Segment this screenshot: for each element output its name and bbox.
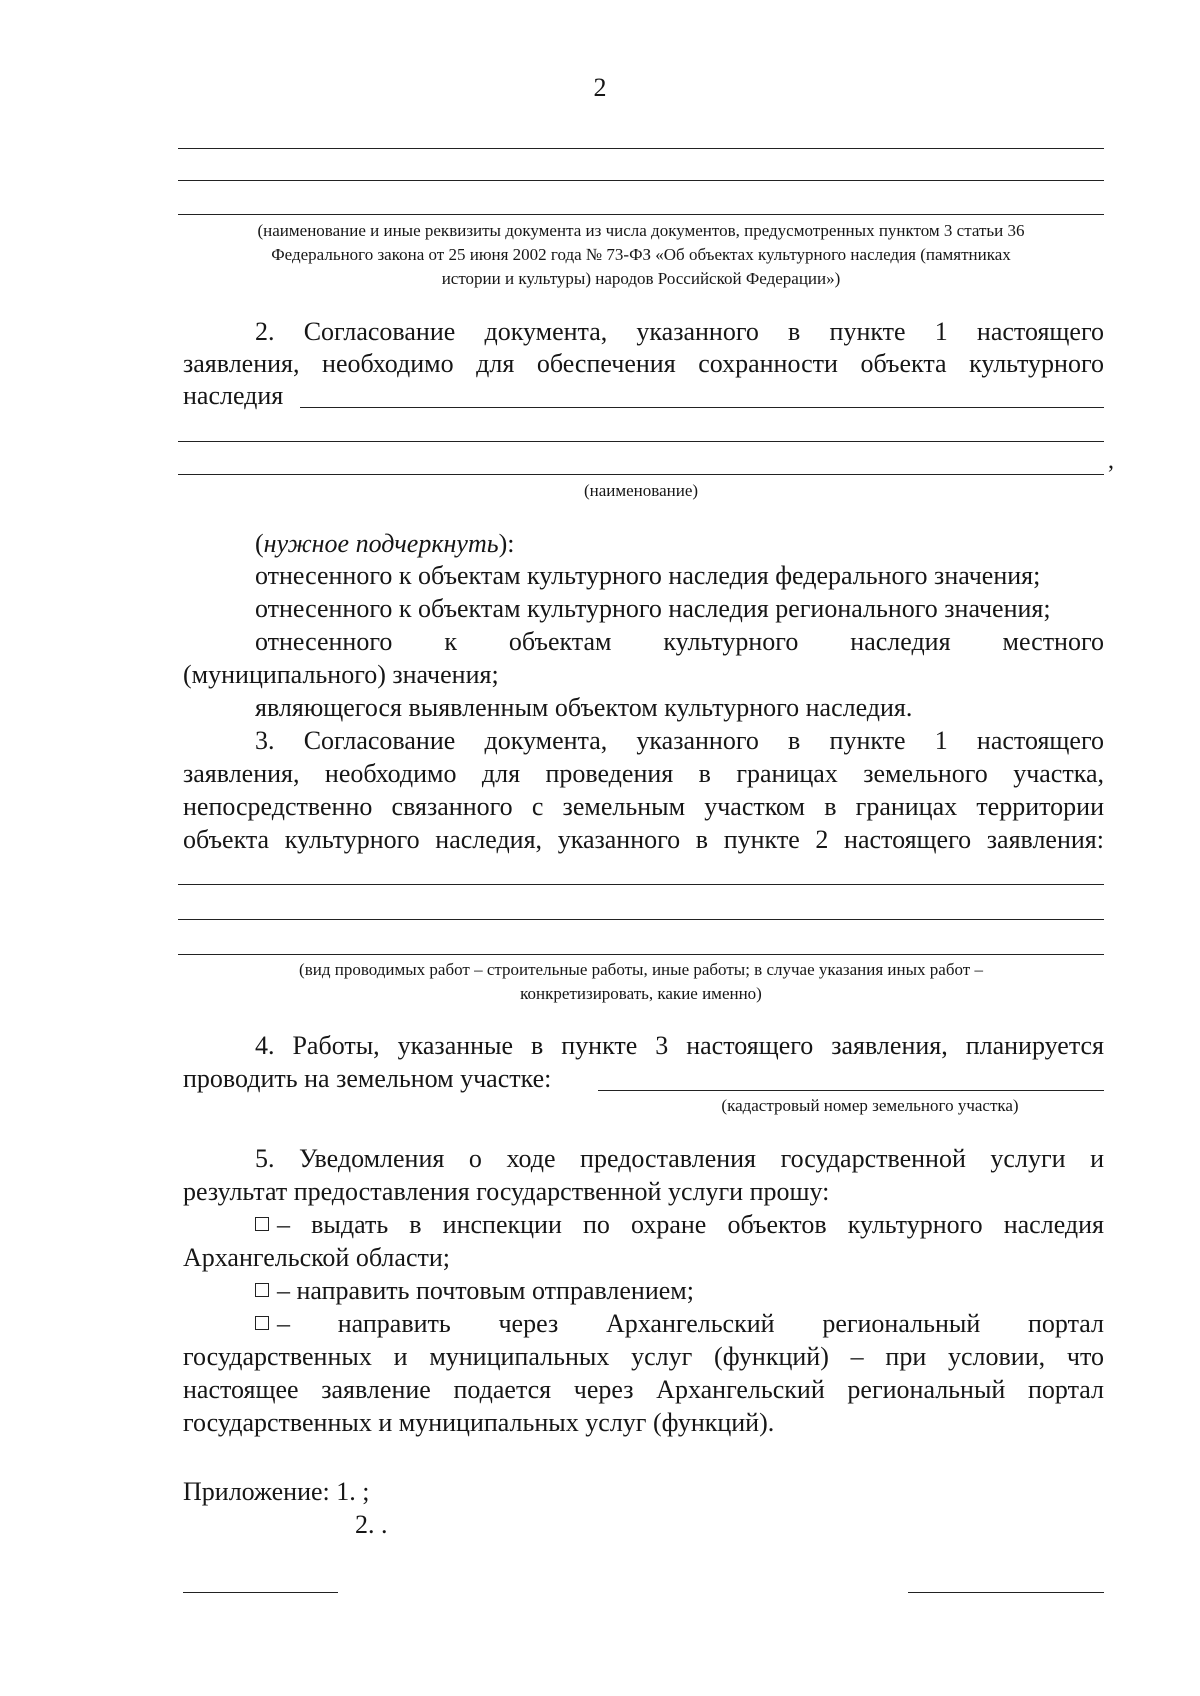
option-local-line-1[interactable]: отнесенного к объектам культурного наследия местного bbox=[255, 627, 1104, 656]
doc-caption-line-2: Федерального закона от 25 июня 2002 года № 73-ФЗ «Об объектах культурного наследия (памятниках bbox=[271, 245, 1011, 264]
checkbox-inspection[interactable] bbox=[255, 1217, 269, 1231]
works-line-3[interactable] bbox=[178, 954, 1104, 955]
attachments-item-2: 2. . bbox=[355, 1510, 388, 1539]
item3-caption-line-2: конкретизировать, какие именно) bbox=[520, 984, 762, 1003]
doc-name-line-2[interactable] bbox=[178, 180, 1104, 181]
option-portal-line-3: настоящее заявление подается через Архангельский региональный портал bbox=[183, 1375, 1104, 1404]
works-line-1[interactable] bbox=[178, 884, 1104, 885]
doc-caption-line-3: истории и культуры) народов Российской Федерации») bbox=[441, 269, 841, 288]
doc-caption-line-1: (наименование и иные реквизиты документа из числа документов, предусмотренных пунктом 3 статьи 36 bbox=[257, 221, 1025, 240]
option-mail-label: – направить почтовым отправлением; bbox=[277, 1276, 694, 1305]
option-regional[interactable]: отнесенного к объектам культурного наследия регионального значения; bbox=[255, 594, 1051, 623]
item2-line-1: 2. Согласование документа, указанного в пункте 1 настоящего bbox=[255, 317, 1104, 346]
option-portal-label: – направить через Архангельский региональный портал bbox=[277, 1309, 1104, 1338]
item4-line-1: 4. Работы, указанные в пункте 3 настоящего заявления, планируется bbox=[255, 1031, 1104, 1060]
heritage-name-line-2[interactable] bbox=[178, 441, 1104, 442]
item3-line-2: заявления, необходимо для проведения в границах земельного участка, bbox=[183, 759, 1104, 788]
item2-line-2: заявления, необходимо для обеспечения сохранности объекта культурного bbox=[183, 349, 1104, 378]
signature-line-left[interactable] bbox=[183, 1592, 338, 1593]
heritage-name-line-1[interactable] bbox=[300, 407, 1104, 408]
item2-comma: , bbox=[1108, 448, 1114, 474]
item4-line-2: проводить на земельном участке: bbox=[183, 1064, 552, 1093]
doc-name-line-1[interactable] bbox=[178, 148, 1104, 149]
delivery-option-mail[interactable] bbox=[255, 1275, 694, 1307]
underline-note bbox=[255, 528, 514, 560]
checkbox-portal[interactable] bbox=[255, 1316, 269, 1330]
note-suffix: ): bbox=[498, 529, 515, 558]
item4-caption: (кадастровый номер земельного участка) bbox=[721, 1096, 1019, 1115]
item5-line-1: 5. Уведомления о ходе предоставления государственной услуги и bbox=[255, 1144, 1104, 1173]
heritage-name-line-3[interactable] bbox=[178, 474, 1104, 475]
option-federal[interactable]: отнесенного к объектам культурного наследия федерального значения; bbox=[255, 561, 1041, 590]
option-local-line-2[interactable]: (муниципального) значения; bbox=[183, 660, 499, 689]
note-italic: нужное подчеркнуть bbox=[263, 529, 499, 558]
item2-line-3: наследия bbox=[183, 381, 284, 410]
delivery-option-portal[interactable] bbox=[255, 1308, 1104, 1340]
signature-line-right[interactable] bbox=[908, 1592, 1104, 1593]
note-prefix: ( bbox=[255, 529, 264, 558]
option-portal-line-4: государственных и муниципальных услуг (функций). bbox=[183, 1408, 775, 1437]
checkbox-mail[interactable] bbox=[255, 1283, 269, 1297]
item5-line-2: результат предоставления государственной услуги прошу: bbox=[183, 1177, 830, 1206]
cadastral-number-line[interactable] bbox=[598, 1090, 1104, 1091]
doc-name-line-3[interactable] bbox=[178, 214, 1104, 215]
item2-caption: (наименование) bbox=[583, 481, 699, 500]
item3-line-4: объекта культурного наследия, указанного в пункте 2 настоящего заявления: bbox=[183, 825, 1104, 854]
option-inspection-line-2: Архангельской области; bbox=[183, 1243, 450, 1272]
option-portal-line-2: государственных и муниципальных услуг (функций) – при условии, что bbox=[183, 1342, 1104, 1371]
item3-line-3: непосредственно связанного с земельным участком в границах территории bbox=[183, 792, 1104, 821]
works-line-2[interactable] bbox=[178, 919, 1104, 920]
delivery-option-inspection[interactable] bbox=[255, 1209, 1104, 1241]
option-inspection-label: – выдать в инспекции по охране объектов культурного наследия bbox=[277, 1210, 1104, 1239]
item3-line-1: 3. Согласование документа, указанного в пункте 1 настоящего bbox=[255, 726, 1104, 755]
option-identified[interactable]: являющегося выявленным объектом культурного наследия. bbox=[255, 693, 913, 722]
page-number: 2 bbox=[593, 73, 607, 102]
item3-caption-line-1: (вид проводимых работ – строительные работы, иные работы; в случае указания иных работ – bbox=[299, 960, 983, 979]
attachments-label: Приложение: 1. ; bbox=[183, 1477, 370, 1506]
